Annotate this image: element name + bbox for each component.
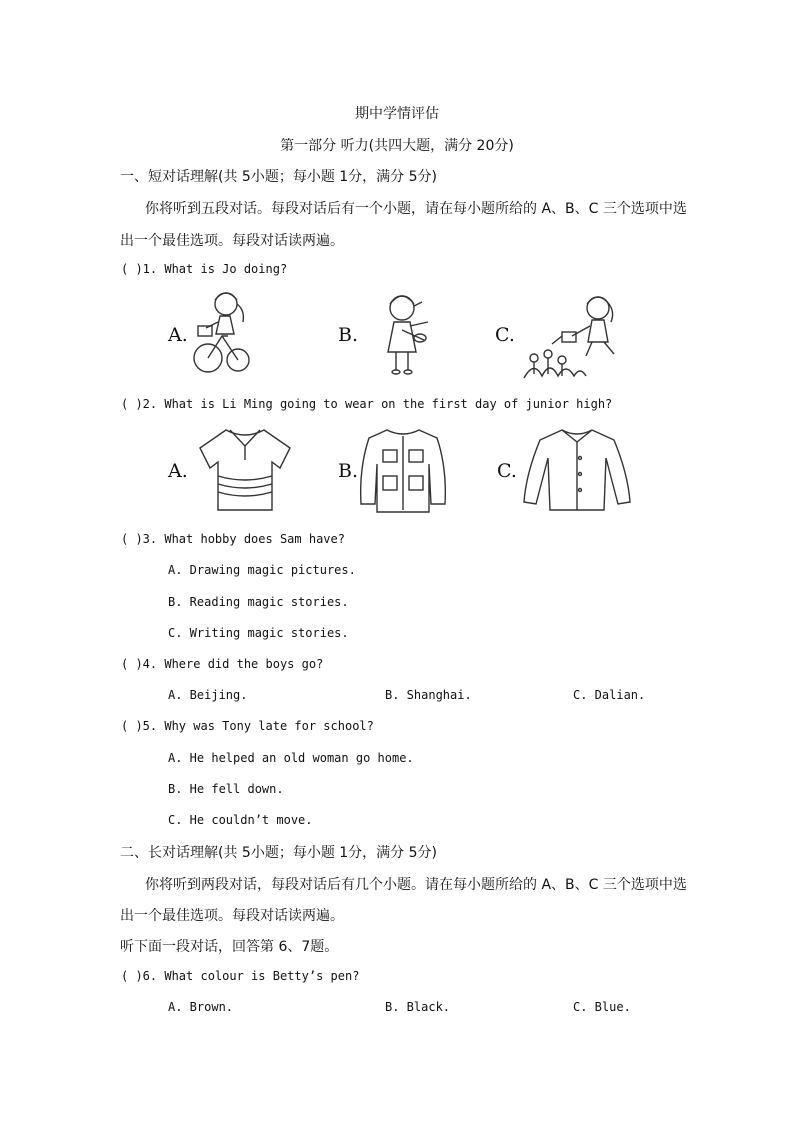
section-1-instruction-line1: 你将听到五段对话。每段对话后有一个小题，请在每小题所给的 A、B、C 三个选项中选 xyxy=(145,201,687,217)
q1-option-c-label: C. xyxy=(495,324,515,346)
girl-watering-flowers-image xyxy=(522,292,622,380)
jacket-image xyxy=(357,424,449,514)
question-3-stem: ( )3. What hobby does Sam have? xyxy=(121,532,345,546)
long-sleeve-shirt-image xyxy=(522,424,632,514)
q6-option-a: A. Brown. xyxy=(168,1000,234,1014)
question-4-stem: ( )4. Where did the boys go? xyxy=(121,657,324,671)
section-1-instruction-line2: 出一个最佳选项。每段对话读两遍。 xyxy=(120,233,344,249)
q5-option-c: C. He couldn’t move. xyxy=(168,813,313,827)
page-subtitle: 第一部分 听力(共四大题，满分 20分) xyxy=(280,138,514,154)
q1-option-a-label: A. xyxy=(168,324,188,346)
q2-option-a-label: A. xyxy=(168,460,188,482)
q3-option-a: A. Drawing magic pictures. xyxy=(168,563,356,577)
q4-option-a: A. Beijing. xyxy=(168,688,248,702)
polo-shirt-image xyxy=(196,424,294,514)
section-2-instruction-line1: 你将听到两段对话，每段对话后有几个小题。请在每小题所给的 A、B、C 三个选项中选 xyxy=(145,877,687,893)
q6-option-b: B. Black. xyxy=(385,1000,451,1014)
girl-playing-violin-image xyxy=(380,290,435,378)
section-2-sub-instruction: 听下面一段对话，回答第 6、7题。 xyxy=(120,939,339,955)
q2-option-b-label: B. xyxy=(338,460,359,482)
girl-riding-bike-image xyxy=(192,288,254,378)
q5-option-a: A. He helped an old woman go home. xyxy=(168,751,414,765)
question-6-stem: ( )6. What colour is Betty’s pen? xyxy=(121,969,360,983)
section-1-heading: 一、短对话理解(共 5小题；每小题 1分，满分 5分) xyxy=(120,169,437,185)
question-1-stem: ( )1. What is Jo doing? xyxy=(121,262,288,276)
q4-option-b: B. Shanghai. xyxy=(385,688,472,702)
q5-option-b: B. He fell down. xyxy=(168,782,284,796)
q4-option-c: C. Dalian. xyxy=(573,688,646,702)
section-2-heading: 二、长对话理解(共 5小题；每小题 1分，满分 5分) xyxy=(120,845,437,861)
question-5-stem: ( )5. Why was Tony late for school? xyxy=(121,719,374,733)
q3-option-c: C. Writing magic stories. xyxy=(168,626,349,640)
section-2-instruction-line2: 出一个最佳选项。每段对话读两遍。 xyxy=(120,908,344,924)
q2-option-c-label: C. xyxy=(497,460,517,482)
page-title: 期中学情评估 xyxy=(355,106,439,122)
q6-option-c: C. Blue. xyxy=(573,1000,631,1014)
q3-option-b: B. Reading magic stories. xyxy=(168,595,349,609)
question-2-stem: ( )2. What is Li Ming going to wear on the first day of junior high? xyxy=(121,397,613,411)
q1-option-b-label: B. xyxy=(338,324,359,346)
